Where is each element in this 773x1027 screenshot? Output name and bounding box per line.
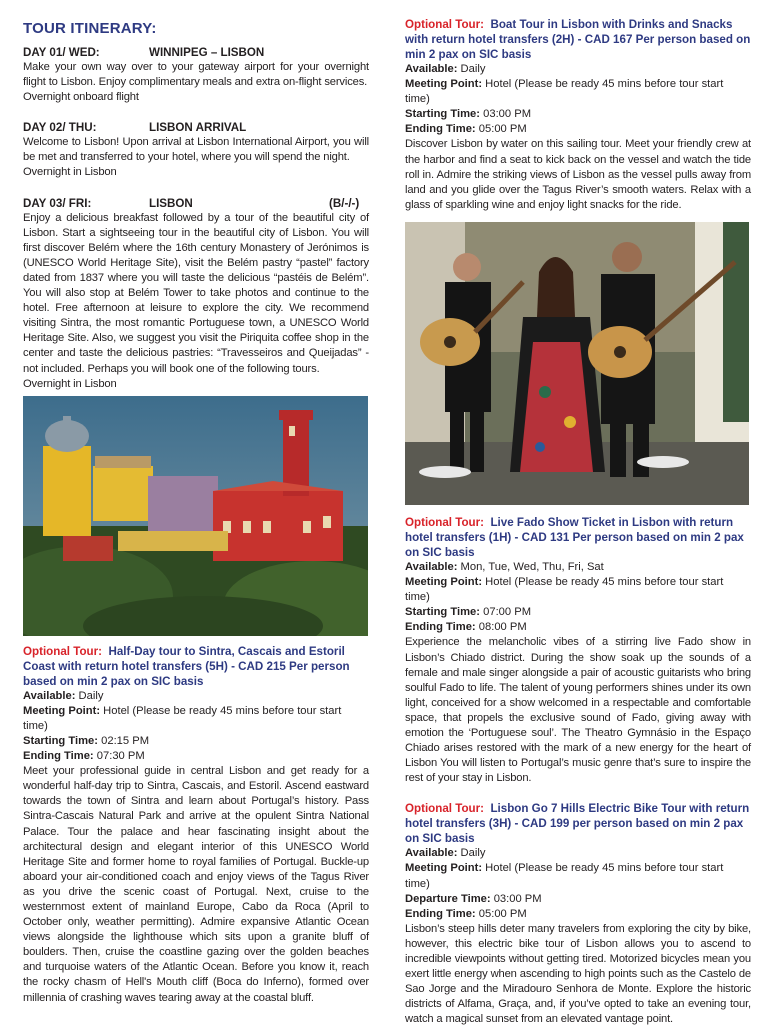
tour-title: Live Fado Show Ticket in Lisbon with return hotel transfers (1H) - CAD 131 Per person based on min 2 pax on SIC basis: [405, 515, 744, 559]
meeting-row: Meeting Point: Hotel (Please be ready 45 mins before tour start time): [405, 78, 724, 106]
departure-value: 03:00 PM: [493, 892, 542, 905]
available-value: Daily: [78, 689, 104, 702]
tour-description: Discover Lisbon by water on this sailing tour. Meet your friendly crew at the harbor and find a seat to kick back on the vessel and watch the tide roll in. Admire the striking views of Lisbon as the vessel pulls away from land and you glide over the Tagus River’s smooth waters. Relax with a glass of sparkling wine and enjoy light snacks for the ride.: [405, 138, 751, 211]
tour-title: Boat Tour in Lisbon with Drinks and Snacks with return hotel transfers (2H) - CAD 167 Per person based on min 2 pax on SIC basis: [405, 18, 751, 61]
optional-label: Optional Tour:: [23, 644, 102, 658]
day-overnight: Overnight onboard flight: [23, 91, 139, 104]
day-overnight: Overnight in Lisbon: [23, 166, 117, 179]
meeting-value: Hotel (Please be ready 45 mins before tour start time): [405, 78, 724, 106]
optional-tour-sintra: [23, 644, 369, 1006]
optional-label: Optional Tour:: [405, 515, 484, 529]
available-value: Daily: [460, 847, 486, 860]
tour-description: Lisbon’s steep hills deter many travelers from exploring the city by bike, however, this electric bike tour of Lisbon allows you to ascend to incredible viewpoints without getting tired. Motorized bicycles mean you exert little energy when ascending to high points such as the Castelo de Sao Jorge and the Miradouro Senhora de Monte. Explore the historic districts of Alfama, Graça, and, if you’ve opted to take an evening tour, watch a magical sunset from an elevated vantage point.: [405, 922, 751, 1026]
day-city: WINNIPEG – LISBON: [149, 46, 265, 59]
start-value: 02:15 PM: [101, 734, 150, 747]
tour-heading: [405, 801, 751, 846]
page-title: TOUR ITINERARY:: [23, 20, 157, 37]
start-row: Starting Time: 02:15 PM: [23, 734, 150, 747]
left-column: [23, 0, 369, 1006]
optional-tour-fado: [405, 515, 751, 786]
start-value: 07:00 PM: [483, 606, 532, 619]
tour-description: Experience the melancholic vibes of a stirring live Fado show in Lisbon’s Chiado district. During the show soak up the sounds of a female and male singer alongside a pair of acoustic guitarists who bring soulful Fado to life. The talent of young performers shines under its own light, conceived for a show welcomed in a respectable and comfortable space, that propels the exclusive sound of Fado, giving away with emotion the ‘Portuguese soul’. The Theatro Gymnásio in the Espaço Chiado arises restored with the mark of a new energy for the heart of Lisbon You will listen to Portugal’s music genre that’s sure to inspire the rest of your stay in Lisbon.: [405, 636, 751, 785]
end-value: 08:00 PM: [478, 621, 527, 634]
end-row: Ending Time: 05:00 PM: [405, 907, 527, 920]
end-value: 05:00 PM: [478, 123, 527, 136]
day-text: Make your own way over to your gateway airport for your overnight flight to Lisbon. Enjoy complimentary meals and extra on-flight services.: [23, 61, 369, 89]
tour-heading: [23, 644, 369, 689]
meeting-row: Meeting Point: Hotel (Please be ready 45 mins before tour start time): [23, 704, 342, 732]
day-header: [23, 45, 369, 60]
optional-tour-boat: [405, 17, 751, 213]
available-row: Available: Daily: [23, 689, 104, 702]
end-row: Ending Time: 08:00 PM: [405, 621, 527, 634]
departure-row: Departure Time: 03:00 PM: [405, 892, 542, 905]
meeting-value: Hotel (Please be ready 45 mins before tour start time): [405, 862, 724, 890]
start-row: Starting Time: 03:00 PM: [405, 108, 532, 121]
optional-label: Optional Tour:: [405, 802, 484, 816]
day-3: [23, 196, 369, 392]
meeting-row: Meeting Point: Hotel (Please be ready 45 mins before tour start time): [405, 576, 724, 604]
tour-description: Meet your professional guide in central Lisbon and get ready for a wonderful half-day trip to Sintra, Cascais, and Estoril. Ascend eastward towards the town of Sintra and learn about Portugal’s history. Pass Sintra-Cascais Natural Park and arrive at the opulent Sintra National Palace. Tour the palace and hear fascinating insight about the architectural design and elegant interior of this UNESCO World Heritage Site and former home to royal families of Portugal. Buckle-up aboard your air-conditioned coach and enjoy views of the Tagus River as you drive the scenic coast of Portugal. Next, cruise to the westernmost extent of mainland Europe, Cabo da Roca (April to October only, weather permitting). Admire expansive Atlantic Ocean views alongside the lighthouse which sits upon a granite bluff of boulders. Then, cruise the coastline gazing over the golden beaches and turquoise waters of the Atlantic Ocean. Before you know it, reach the rocky chasm of Hell's Mouth cliff (Boca do Inferno), formed over millennia of crashing waves tearing away at the coastal bluff.: [23, 765, 369, 1004]
available-row: Available: Daily: [405, 847, 486, 860]
day-text: Welcome to Lisbon! Upon arrival at Lisbon International Airport, you will be met and transferred to your hotel, where you will spend the night.: [23, 136, 369, 164]
day-overnight: Overnight in Lisbon: [23, 377, 117, 390]
day-text: Enjoy a delicious breakfast followed by a tour of the beautiful city of Lisbon. Start a sightseeing tour in the beautiful city of Lisbon. You will first discover Belém where the 16th century Monastery of Jerónimos is (UNESCO World Heritage Site), visit the Belém pastry “pastel” factory dated from 1837 where you will taste the delicious “pastéis de Belém”. You will also stop at Belém Tower to take photos and continue to the hotel. Free afternoon at leisure to explore the city. We recommend visiting Sintra, the most romantic Portuguese town, a UNESCO World Heritage Site. Also, we suggest you visit the Piriquita coffee shop in the center and taste the delicious pastries: “Travesseiros and Queijadas” - not included. Perhaps you will book one of the following tours.: [23, 211, 369, 375]
day-2: [23, 120, 369, 180]
tour-heading: [405, 17, 751, 62]
day-1: [23, 45, 369, 105]
end-value: 05:00 PM: [478, 907, 527, 920]
optional-label: Optional Tour:: [405, 18, 484, 31]
end-value: 07:30 PM: [96, 750, 145, 763]
tour-heading: [405, 515, 751, 560]
day-label: DAY 02/ THU:: [23, 121, 97, 135]
right-column: [405, 17, 751, 1027]
start-value: 03:00 PM: [483, 108, 532, 121]
available-row: Available: Daily: [405, 63, 486, 75]
pena-palace-photo: [23, 396, 368, 636]
day-meals: (B/-/-): [329, 196, 360, 210]
day-label: DAY 03/ FRI:: [23, 196, 92, 210]
available-row: Available: Mon, Tue, Wed, Thu, Fri, Sat: [405, 560, 604, 573]
meeting-value: Hotel (Please be ready 45 mins before tour start time): [405, 576, 724, 604]
end-row: Ending Time: 05:00 PM: [405, 123, 527, 136]
available-value: Daily: [460, 63, 486, 75]
day-header: [23, 120, 369, 135]
fado-musicians-photo: [405, 222, 749, 505]
meeting-row: Meeting Point: Hotel (Please be ready 45 mins before tour start time): [405, 862, 724, 890]
day-city: LISBON: [149, 196, 193, 210]
day-label: DAY 01/ WED:: [23, 46, 100, 59]
tour-title: Half-Day tour to Sintra, Cascais and Estoril Coast with return hotel transfers (5H) - CAD 215 Per person based on min 2 pax on SIC basis: [23, 644, 350, 688]
optional-tour-bike: [405, 801, 751, 1027]
day-city: LISBON ARRIVAL: [149, 121, 247, 135]
end-row: Ending Time: 07:30 PM: [23, 750, 145, 763]
start-row: Starting Time: 07:00 PM: [405, 606, 532, 619]
day-header: [23, 196, 369, 211]
meeting-value: Hotel (Please be ready 45 mins before tour start time): [23, 704, 342, 732]
tour-title: Lisbon Go 7 Hills Electric Bike Tour with return hotel transfers (3H) - CAD 199 per person based on min 2 pax on SIC basis: [405, 802, 750, 846]
available-value: Mon, Tue, Wed, Thu, Fri, Sat: [460, 560, 604, 573]
